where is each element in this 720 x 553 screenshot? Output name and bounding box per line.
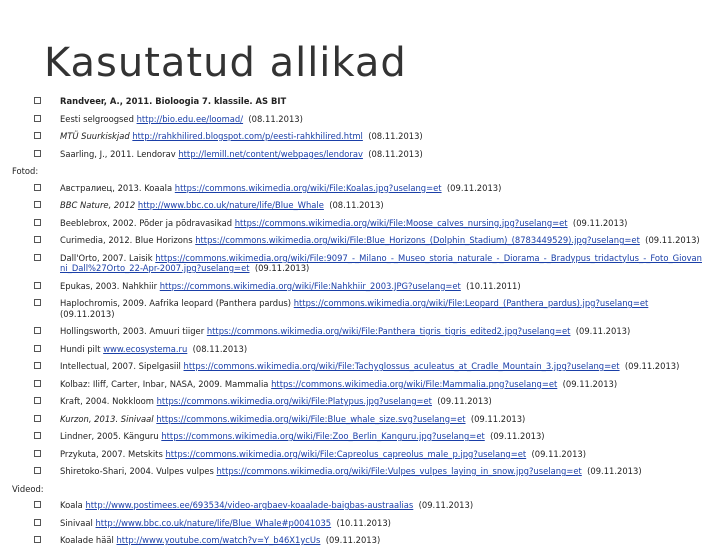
source-link[interactable]: https://commons.wikimedia.org/wiki/File:Nahkhiir_2003.JPG?uselang=et: [159, 280, 461, 291]
list-item: [0, 535, 720, 546]
access-date: (08.11.2013): [243, 113, 303, 124]
source-text: Kurzon, 2013. Sinivaal: [60, 413, 157, 424]
checkbox-bullet-icon: [34, 450, 41, 457]
checkbox-bullet-icon: [34, 467, 41, 474]
access-date: (09.11.2013): [484, 431, 545, 441]
source-text: Eesti selgroogsed: [60, 113, 137, 124]
source-link[interactable]: http://www.bbc.co.uk/nature/life/Blue_Whale#p0041035: [95, 517, 332, 528]
list-item: [0, 298, 720, 319]
checkbox-bullet-icon: [34, 380, 41, 387]
access-date: (08.11.2013): [323, 200, 384, 210]
list-item: [0, 344, 720, 355]
source-link[interactable]: https://commons.wikimedia.org/wiki/File:Platypus.jpg?uselang=et: [156, 396, 432, 406]
source-text: Sinivaal: [60, 517, 96, 528]
source-text: Dall'Orto, 2007. Laisik: [60, 252, 156, 263]
checkbox-bullet-icon: [34, 362, 41, 369]
list-item: [0, 500, 720, 511]
list-item: [0, 131, 720, 142]
list-item: [0, 466, 720, 477]
access-date: (09.11.2013): [431, 396, 492, 406]
access-date: (08.11.2013): [187, 343, 248, 354]
list-item: [0, 379, 720, 390]
source-text: Curimedia, 2012. Blue Horizons: [60, 235, 196, 245]
list-item: [0, 414, 720, 425]
access-date: (10.11.2013): [331, 517, 391, 528]
access-date: (09.11.2013): [320, 535, 381, 545]
access-date: (09.11.2013): [619, 361, 680, 371]
source-link[interactable]: https://commons.wikimedia.org/wiki/File:Zoo_Berlin_Kanguru.jpg?uselang=et: [161, 431, 485, 441]
checkbox-bullet-icon: [34, 150, 41, 157]
source-link[interactable]: https://commons.wikimedia.org/wiki/File:Vulpes_vulpes_laying_in_snow.jpg?uselang=et: [216, 466, 582, 476]
source-link[interactable]: http://lemill.net/content/webpages/lendorav: [178, 148, 363, 159]
source-text: Kraft, 2004. Nokkloom: [60, 396, 157, 406]
photos-heading: Fotod:: [12, 166, 39, 176]
source-text: Hundi pilt: [60, 343, 104, 354]
list-item: [0, 518, 720, 529]
checkbox-bullet-icon: [34, 345, 41, 352]
source-link[interactable]: https://commons.wikimedia.org/wiki/File:Moose_calves_nursing.jpg?uselang=et: [234, 217, 568, 228]
source-link[interactable]: https://commons.wikimedia.org/wiki/File:Capreolus_capreolus_male_p.jpg?uselang=et: [165, 448, 527, 459]
source-text: Koalade hääl: [60, 535, 117, 545]
source-link[interactable]: https://commons.wikimedia.org/wiki/File:Leopard_(Panthera_pardus).jpg?uselang=et: [293, 298, 649, 308]
checkbox-bullet-icon: [34, 327, 41, 334]
checkbox-bullet-icon: [34, 236, 41, 243]
list-item: [0, 361, 720, 372]
access-date: (09.11.2013): [60, 298, 651, 319]
source-link[interactable]: https://commons.wikimedia.org/wiki/File:Tachyglossus_aculeatus_at_Cradle_Mountain_3.jpg?uselang=et: [183, 361, 620, 371]
source-text: Koala: [60, 500, 86, 510]
source-text: Haplochromis, 2009. Aafrika leopard (Panthera pardus): [60, 298, 294, 308]
source-text: MTÜ Suurkiskjad: [60, 131, 133, 141]
list-item: [0, 149, 720, 160]
source-link[interactable]: http://www.bbc.co.uk/nature/life/Blue_Whale: [137, 200, 324, 210]
checkbox-bullet-icon: [34, 415, 41, 422]
checkbox-bullet-icon: [34, 254, 41, 261]
source-text: Shiretoko-Shari, 2004. Vulpes vulpes: [60, 466, 217, 476]
source-text: Epukas, 2003. Nahkhiir: [60, 280, 160, 291]
source-link[interactable]: https://commons.wikimedia.org/wiki/File:9097_-_Milano_-_Museo_storia_naturale_-_Diorama_-_Bradypus_tridactylus_-_Foto_Giovanni_Dall%27Orto_22-Apr-2007.jpg?uselang=et: [60, 252, 702, 273]
source-link[interactable]: https://commons.wikimedia.org/wiki/File:Mammalia.png?uselang=et: [271, 378, 558, 389]
source-text: Randveer, A., 2011. Bioloogia 7. klassile. AS BIT: [60, 96, 287, 106]
source-text: Saarling, J., 2011. Lendorav: [60, 148, 179, 159]
source-link[interactable]: http://bio.edu.ee/loomad/: [136, 113, 244, 124]
source-link[interactable]: https://commons.wikimedia.org/wiki/File:Koalas.jpg?uselang=et: [174, 182, 442, 193]
access-date: (09.11.2013): [581, 466, 642, 476]
source-link[interactable]: www.ecosystema.ru: [103, 343, 188, 354]
access-date: (09.11.2013): [413, 500, 474, 510]
source-link[interactable]: https://commons.wikimedia.org/wiki/File:Blue_whale_size.svg?uselang=et: [156, 413, 466, 424]
list-item: [0, 449, 720, 460]
checkbox-bullet-icon: [34, 397, 41, 404]
source-text: BBC Nature, 2012: [60, 200, 138, 210]
list-item: [0, 183, 720, 194]
source-text: Австралиец, 2013. Koaala: [60, 182, 175, 193]
checkbox-bullet-icon: [34, 115, 41, 122]
list-item: [0, 253, 720, 274]
checkbox-bullet-icon: [34, 519, 41, 526]
source-link[interactable]: http://www.postimees.ee/693534/video-argbaev-koaalade-baigbas-austraalias: [85, 500, 414, 510]
access-date: (09.11.2013): [570, 326, 631, 336]
access-date: (10.11.2011): [460, 280, 521, 291]
source-text: Lindner, 2005. Känguru: [60, 431, 162, 441]
list-item: [0, 200, 720, 211]
access-date: (09.11.2013): [249, 263, 310, 273]
list-item: [0, 431, 720, 442]
access-date: (08.11.2013): [362, 148, 423, 159]
source-text: Hollingsworth, 2003. Amuuri tiiger: [60, 326, 207, 336]
checkbox-bullet-icon: [34, 501, 41, 508]
checkbox-bullet-icon: [34, 132, 41, 139]
access-date: (09.11.2013): [465, 413, 526, 424]
source-text: Przykuta, 2007. Metskits: [60, 448, 166, 459]
checkbox-bullet-icon: [34, 282, 41, 289]
checkbox-bullet-icon: [34, 432, 41, 439]
videos-heading: Videod:: [12, 483, 44, 494]
list-item: [0, 326, 720, 337]
list-item: [0, 281, 720, 292]
checkbox-bullet-icon: [34, 219, 41, 226]
checkbox-bullet-icon: [34, 299, 41, 306]
list-item: [0, 96, 720, 107]
source-link[interactable]: https://commons.wikimedia.org/wiki/File:Panthera_tigris_tigris_edited2.jpg?uselang=et: [206, 326, 571, 336]
source-link[interactable]: https://commons.wikimedia.org/wiki/File:Blue_Horizons_(Dolphin_Stadium)_(8783449529).jpg?uselang=et: [195, 235, 640, 245]
page-title: Kasutatud allikad: [44, 40, 407, 86]
checkbox-bullet-icon: [34, 97, 41, 104]
list-item: [0, 235, 720, 246]
source-link[interactable]: http://www.youtube.com/watch?v=Y_b46X1ycUs: [116, 535, 321, 545]
source-text: Kolbaz: Iliff, Carter, Inbar, NASA, 2009. Mammalia: [60, 378, 272, 389]
access-date: (08.11.2013): [362, 131, 423, 141]
checkbox-bullet-icon: [34, 201, 41, 208]
list-item: [0, 218, 720, 229]
sources-list: [0, 96, 720, 553]
access-date: (09.11.2013): [639, 235, 700, 245]
access-date: (09.11.2013): [567, 217, 628, 228]
source-text: Intellectual, 2007. Sipelgasiil: [60, 361, 184, 371]
checkbox-bullet-icon: [34, 184, 41, 191]
access-date: (09.11.2013): [441, 182, 502, 193]
access-date: (09.11.2013): [557, 378, 618, 389]
source-link[interactable]: http://rahkhilired.blogspot.com/p/eesti-rahkhilired.html: [132, 131, 363, 141]
access-date: (09.11.2013): [526, 448, 586, 459]
source-text: Beeblebrox, 2002. Põder ja põdravasikad: [60, 217, 235, 228]
list-item: [0, 396, 720, 407]
list-item: [0, 114, 720, 125]
